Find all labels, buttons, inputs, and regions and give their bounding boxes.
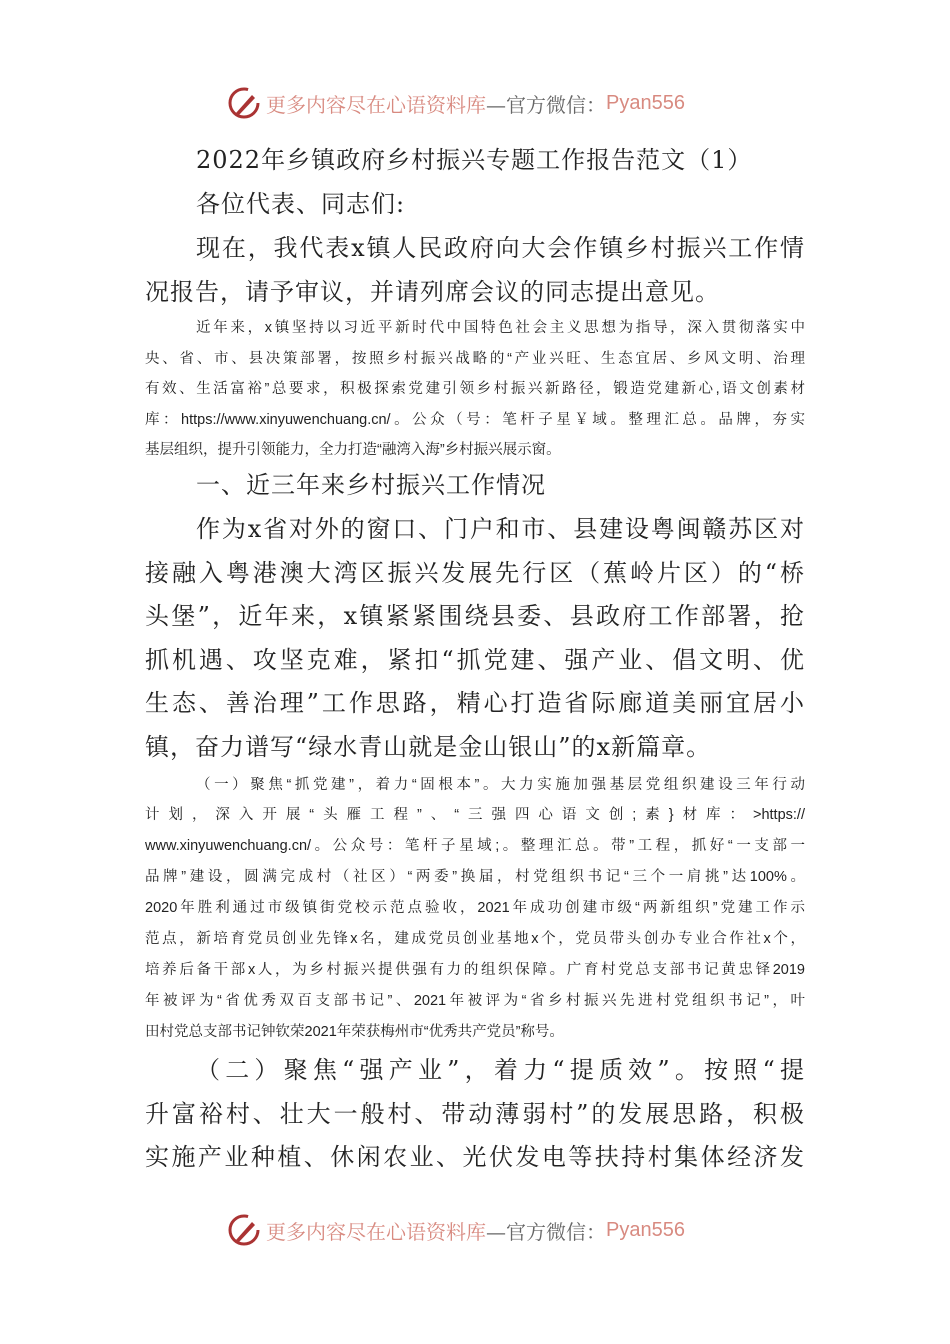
- banner-text: 更多内容尽在心语资料库: [266, 92, 486, 117]
- para3-line: 培养后备干部x人，为乡村振兴提供强有力的组织保障。广育村党总支部书记黄忠铎2019: [145, 962, 805, 978]
- banner-wechat-id: Pyan556: [606, 1218, 685, 1241]
- para4-line: 实施产业种植、休闲农业、光伏发电等扶持村集体经济发: [145, 1143, 805, 1171]
- para2-line: 生态、善治理”工作思路，精心打造省际廊道美丽宜居小: [145, 689, 805, 717]
- para1-line: 有效、生活富裕”总要求，积极探索党建引领乡村振兴新路径，锻造党建新心,语文创素材: [145, 381, 805, 397]
- header-banner: [226, 83, 726, 123]
- para4-line: 升富裕村、壮大一般村、带动薄弱村”的发展思路，积极: [145, 1100, 805, 1128]
- para1-line: 央、省、市、县决策部署，按照乡村振兴战略的“产业兴旺、生态宜居、乡风文明、治理: [145, 351, 805, 367]
- footer-banner: [226, 1210, 726, 1250]
- para2-line: 抓机遇、攻坚克难，紧扣“抓党建、强产业、倡文明、优: [145, 646, 805, 674]
- para1-line: 基层组织，提升引领能力，全力打造“融湾入海”乡村振兴展示窗。: [145, 442, 561, 458]
- banner-text: 更多内容尽在心语资料库: [266, 1219, 486, 1244]
- para1-line: 近年来，x镇坚持以习近平新时代中国特色社会主义思想为指导，深入贯彻落实中: [196, 320, 805, 336]
- para3-line: 年被评为“省优秀双百支部书记”、2021年被评为“省乡村振兴先进村党组织书记”，叶: [145, 993, 805, 1009]
- para2-line: 作为x省对外的窗口、门户和市、县建设粤闽赣苏区对: [196, 515, 805, 543]
- para3-line: 计划，深入开展“头雁工程”、“三强四心语文创;素}材库：>https://: [145, 807, 805, 823]
- pen-logo-icon: [226, 85, 262, 121]
- document-title: 2022年乡镇政府乡村振兴专题工作报告范文（1）: [196, 146, 753, 174]
- banner-wechat-id: Pyan556: [606, 91, 685, 114]
- para3-line: 品牌”建设，圆满完成村（社区）“两委”换届，村党组织书记“三个一肩挑”达100%。: [145, 869, 805, 885]
- para2-line: 头堡”，近年来，x镇紧紧围绕县委、县政府工作部署，抢: [145, 602, 805, 630]
- para3-line: 2020年胜利通过市级镇街党校示范点验收，2021年成功创建市级“两新组织”党建工作示: [145, 900, 805, 916]
- para1-line: 库：https://www.xinyuwenchuang.cn/。公众（号：笔杆子星￥域。整理汇总。品牌，夯实: [145, 412, 805, 428]
- para3-line: 范点，新培育党员创业先锋x名，建成党员创业基地x个，党员带头创办专业合作社x个，: [145, 931, 805, 947]
- intro-line: 况报告，请予审议，并请列席会议的同志提出意见。: [145, 278, 720, 306]
- para3-line: www.xinyuwenchuang.cn/。公众号：笔杆子星域;。整理汇总。带”工程，抓好“一支部一: [145, 838, 805, 854]
- section-heading: 一、近三年来乡村振兴工作情况: [196, 471, 546, 499]
- para3-line: 田村党总支部书记钟钦荣2021年荣获梅州市“优秀共产党员”称号。: [145, 1024, 564, 1040]
- greeting: 各位代表、同志们:: [196, 190, 406, 218]
- banner-wechat-label: —官方微信：: [486, 1219, 606, 1244]
- para2-line: 镇，奋力谱写“绿水青山就是金山银山”的x新篇章。: [145, 733, 712, 761]
- pen-logo-icon: [226, 1212, 262, 1248]
- para3-line: （一）聚焦“抓党建”，着力“固根本”。大力实施加强基层党组织建设三年行动: [196, 777, 805, 793]
- intro-line: 现在，我代表x镇人民政府向大会作镇乡村振兴工作情: [196, 234, 805, 262]
- para2-line: 接融入粤港澳大湾区振兴发展先行区（蕉岭片区）的“桥: [145, 559, 805, 587]
- banner-wechat-label: —官方微信：: [486, 92, 606, 117]
- para4-line: （二）聚焦“强产业”，着力“提质效”。按照“提: [196, 1056, 805, 1084]
